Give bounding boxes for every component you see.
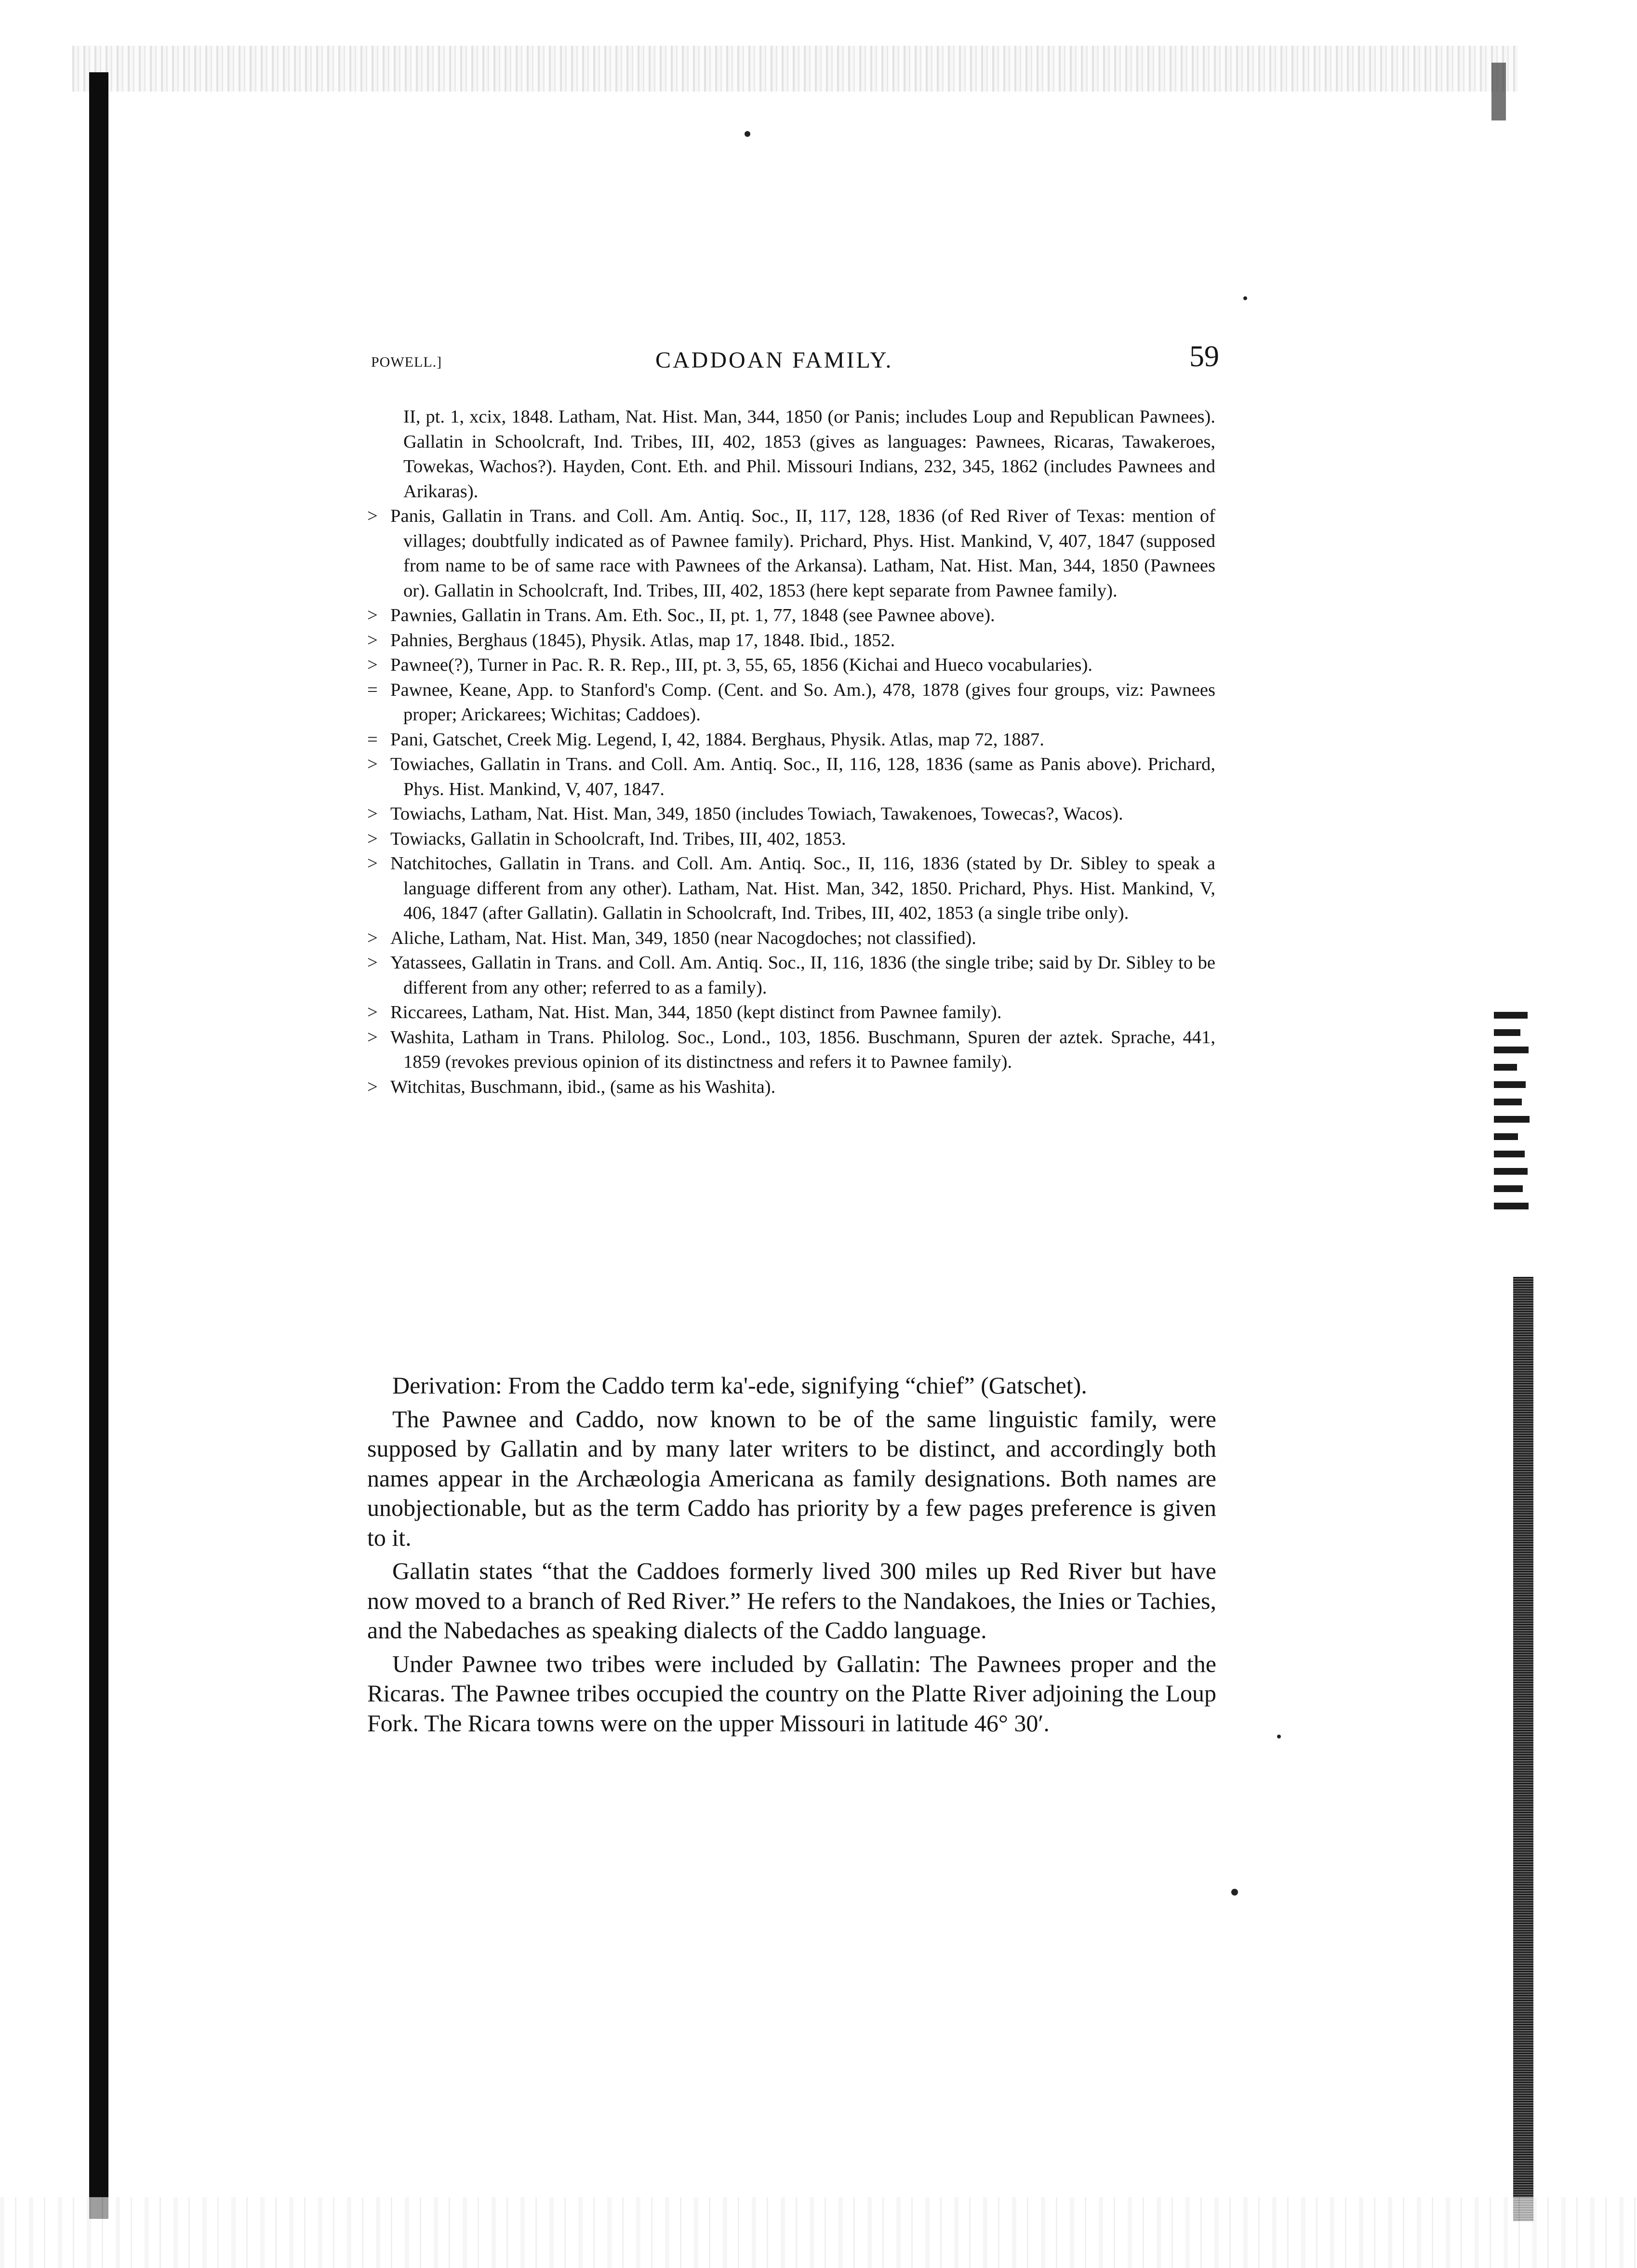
synonymy-text: II, pt. 1, xcix, 1848. Latham, Nat. Hist. Man, 344, 1850 (or Panis; includes Loup and Republican Pawnees). Gallatin in Schoolcraft, Ind. Tribes, III, 402, 1853 (gives as languages: Pawnees, Ricaras, Tawakeroes, Towekas, Wachos?). Hayden, Cont. Eth. and Phil. Missouri Indians, 232, 345, 1862 (includes Pawnees and Arikaras). [403, 407, 1215, 502]
synonymy-text: Washita, Latham in Trans. Philolog. Soc., Lond., 103, 1856. Buschmann, Spuren der aztek. Sprache, 441, 1859 (revokes previous opinion of its distinctness and refers it to Pawnee family). [390, 1027, 1215, 1072]
synonymy-mark: > [367, 605, 378, 625]
running-head-title: CADDOAN FAMILY. [655, 347, 893, 373]
body-paragraph: Gallatin states “that the Caddoes formerly lived 300 miles up Red River but have now moved to a branch of Red River.” He refers to the Nandakoes, the Inies or Tachies, and the Nabedaches as speaking dialects of the Caddo language. [367, 1557, 1216, 1644]
synonymy-entry [367, 603, 1215, 628]
synonymy-entry [367, 926, 1215, 951]
synonymy-text: Yatassees, Gallatin in Trans. and Coll. Am. Antiq. Soc., II, 116, 1836 (the single tribe; said by Dr. Sibley to be different from any other; referred to as a family). [390, 953, 1215, 998]
synonymy-mark: = [367, 729, 378, 750]
derivation-paragraph: Derivation: From the Caddo term ka'-ede, signifying “chief” (Gatschet). [392, 1372, 1087, 1399]
synonymy-entry [367, 504, 1215, 603]
synonymy-entry [367, 678, 1215, 728]
synonymy-text: Towiacks, Gallatin in Schoolcraft, Ind. Tribes, III, 402, 1853. [390, 828, 846, 849]
synonymy-entry [367, 653, 1215, 678]
synonymy-text: Pahnies, Berghaus (1845), Physik. Atlas, map 17, 1848. Ibid., 1852. [390, 630, 895, 650]
synonymy-entry [367, 1075, 1215, 1100]
synonymy-text: Pawnee(?), Turner in Pac. R. R. Rep., III, pt. 3, 55, 65, 1856 (Kichai and Hueco vocabularies). [390, 655, 1093, 675]
running-head-author: POWELL.] [371, 354, 442, 370]
running-head [371, 340, 1219, 383]
synonymy-entry [367, 951, 1215, 1000]
synonymy-mark: > [367, 828, 378, 849]
synonymy-text: Pani, Gatschet, Creek Mig. Legend, I, 42, 1884. Berghaus, Physik. Atlas, map 72, 1887. [390, 729, 1044, 750]
synonymy-entry [367, 802, 1215, 827]
synonymy-entry [367, 851, 1215, 926]
page-number: 59 [1189, 340, 1219, 373]
synonymy-text: Pawnies, Gallatin in Trans. Am. Eth. Soc., II, pt. 1, 77, 1848 (see Pawnee above). [390, 605, 995, 625]
synonymy-text: Natchitoches, Gallatin in Trans. and Coll. Am. Antiq. Soc., II, 116, 1836 (stated by Dr. Sibley to speak a language different from any other). Latham, Nat. Hist. Man, 342, 1850. Prichard, Phys. Hist. Mankind, V, 406, 1847 (after Gallatin). Gallatin in Schoolcraft, Ind. Tribes, III, 402, 1853 (a single tribe only). [390, 853, 1215, 923]
body-text [367, 1371, 1216, 1742]
synonymy-mark: = [367, 679, 378, 700]
synonymy-entry [367, 752, 1215, 802]
synonymy-text: Riccarees, Latham, Nat. Hist. Man, 344, 1850 (kept distinct from Pawnee family). [390, 1002, 1002, 1022]
synonymy-entry [367, 728, 1215, 753]
synonymy-mark: > [367, 953, 378, 973]
synonymy-text: Towiachs, Latham, Nat. Hist. Man, 349, 1850 (includes Towiach, Tawakenoes, Towecas?, Wacos). [390, 804, 1123, 824]
body-paragraph: The Pawnee and Caddo, now known to be of the same linguistic family, were supposed by Gallatin and by many later writers to be distinct, and accordingly both names appear in the Archæologia Americana as family designations. Both names are unobjectionable, but as the term Caddo has priority by a few pages preference is given to it. [367, 1405, 1216, 1551]
synonymy-entry [367, 1025, 1215, 1075]
synonymy-mark: > [367, 655, 378, 675]
scan-speck [1243, 296, 1247, 300]
synonymy-text: Towiaches, Gallatin in Trans. and Coll. Am. Antiq. Soc., II, 116, 128, 1836 (same as Panis above). Prichard, Phys. Hist. Mankind, V, 407, 1847. [390, 754, 1215, 799]
body-paragraph: Under Pawnee two tribes were included by Gallatin: The Pawnees proper and the Ricaras. The Pawnee tribes occupied the country on the Platte River adjoining the Loup Fork. The Ricara towns were on the upper Missouri in latitude 46° 30′. [367, 1650, 1216, 1737]
scan-binding-edge [89, 72, 108, 2219]
scan-speck [1231, 1889, 1238, 1896]
scan-corner-shadow [1491, 63, 1506, 120]
scan-speck [745, 131, 750, 137]
synonymy-entry [367, 405, 1215, 504]
synonymy-mark: > [367, 754, 378, 774]
scan-speck [1277, 1735, 1281, 1738]
synonymy-entry [367, 628, 1215, 653]
synonymy-mark: > [367, 630, 378, 650]
synonymy-entry [367, 1000, 1215, 1025]
synonymy-text: Pawnee, Keane, App. to Stanford's Comp. (Cent. and So. Am.), 478, 1878 (gives four groups, viz: Pawnees proper; Arickarees; Wichitas; Caddoes). [390, 679, 1215, 725]
synonymy-mark: > [367, 1027, 378, 1048]
synonymy-text: Panis, Gallatin in Trans. and Coll. Am. Antiq. Soc., II, 117, 128, 1836 (of Red River of Texas: mention of villages; doubtfully indicated as of Pawnee family). Prichard, Phys. Hist. Mankind, V, 407, 1847 (supposed from name to be of same race with Pawnees of the Arkansa). Latham, Nat. Hist. Man, 344, 1850 (Pawnees or). Gallatin in Schoolcraft, Ind. Tribes, III, 402, 1853 (here kept separate from Pawnee family). [390, 506, 1215, 601]
synonymy-mark: > [367, 1002, 378, 1022]
synonymy-mark: > [367, 1076, 378, 1097]
synonymy-mark: > [367, 506, 378, 526]
scan-right-edge [1513, 1277, 1533, 2221]
synonymy-list [367, 405, 1215, 1100]
synonymy-mark: > [367, 928, 378, 948]
synonymy-mark: > [367, 804, 378, 824]
synonymy-mark: > [367, 853, 378, 874]
synonymy-entry [367, 827, 1215, 852]
synonymy-text: Witchitas, Buschmann, ibid., (same as his Washita). [390, 1076, 776, 1097]
scan-bottom-edge [0, 2197, 1637, 2268]
scan-margin-marks [1494, 1012, 1530, 1282]
scan-top-edge [72, 46, 1518, 92]
synonymy-text: Aliche, Latham, Nat. Hist. Man, 349, 1850 (near Nacogdoches; not classified). [390, 928, 976, 948]
